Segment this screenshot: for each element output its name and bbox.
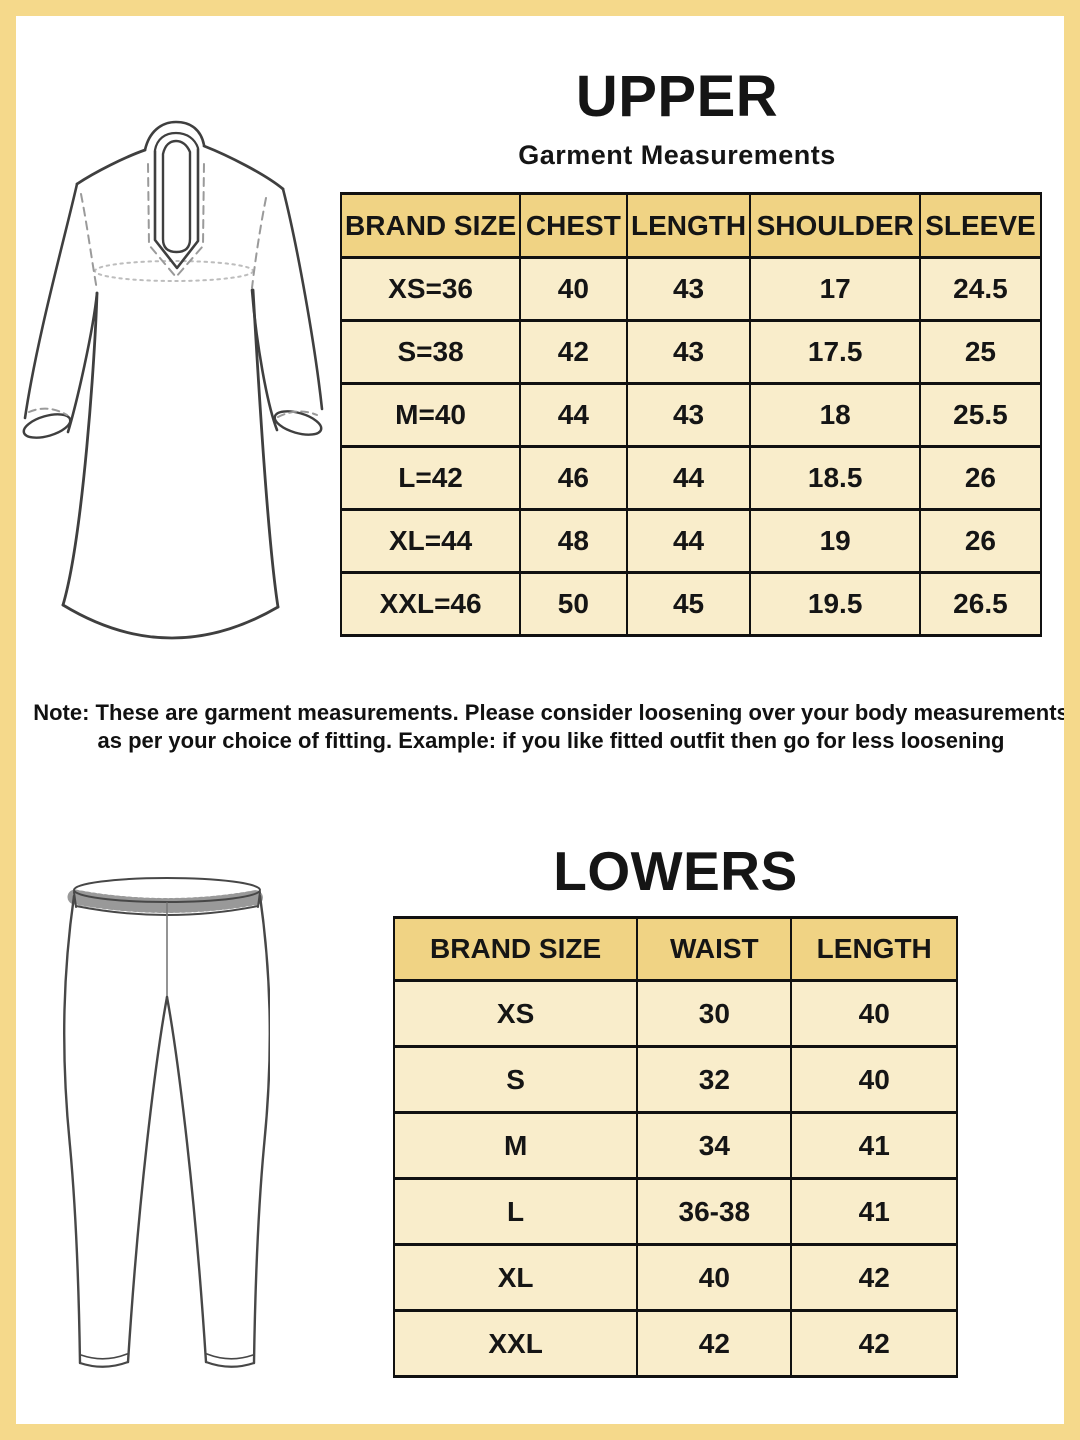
sleeve-cell: 25.5 [920, 384, 1041, 447]
column-header: BRAND SIZE [394, 918, 637, 981]
sleeve-cell: 25 [920, 321, 1041, 384]
length-cell: 41 [791, 1113, 957, 1179]
shoulder-cell: 18.5 [750, 447, 919, 510]
waist-cell: 32 [637, 1047, 791, 1113]
length-cell: 44 [627, 447, 751, 510]
brand-size-cell: S [394, 1047, 637, 1113]
table-row [394, 1047, 957, 1113]
table-row [394, 1113, 957, 1179]
column-header: SLEEVE [920, 194, 1041, 258]
waist-cell: 42 [637, 1311, 791, 1377]
length-cell: 45 [627, 573, 751, 636]
chest-cell: 40 [520, 258, 626, 321]
table-row [341, 510, 1041, 573]
chest-cell: 50 [520, 573, 626, 636]
length-cell: 40 [791, 981, 957, 1047]
column-header: SHOULDER [750, 194, 919, 258]
brand-size-cell: L [394, 1179, 637, 1245]
upper-section-subtitle: Garment Measurements [518, 140, 836, 170]
length-cell: 41 [791, 1179, 957, 1245]
column-header: LENGTH [791, 918, 957, 981]
chest-cell: 44 [520, 384, 626, 447]
kurta-line-drawing-icon [15, 112, 335, 652]
brand-size-cell: S=38 [341, 321, 520, 384]
waist-cell: 30 [637, 981, 791, 1047]
length-cell: 43 [627, 258, 751, 321]
brand-size-cell: XS=36 [341, 258, 520, 321]
column-header: LENGTH [627, 194, 751, 258]
sleeve-cell: 26 [920, 510, 1041, 573]
sleeve-cell: 24.5 [920, 258, 1041, 321]
armhole-dashed-right [252, 198, 266, 288]
brand-size-cell: M [394, 1113, 637, 1179]
shoulder-cell: 19 [750, 510, 919, 573]
chest-cell: 42 [520, 321, 626, 384]
waist-cell: 34 [637, 1113, 791, 1179]
length-cell: 43 [627, 321, 751, 384]
shoulder-cell: 19.5 [750, 573, 919, 636]
table-row [394, 1311, 957, 1377]
table-header-row [394, 918, 957, 981]
waist-cell: 40 [637, 1245, 791, 1311]
brand-size-cell: XXL [394, 1311, 637, 1377]
shoulder-cell: 18 [750, 384, 919, 447]
brand-size-cell: M=40 [341, 384, 520, 447]
shoulder-cell: 17.5 [750, 321, 919, 384]
length-cell: 43 [627, 384, 751, 447]
sleeve-cell: 26 [920, 447, 1041, 510]
pants-line-drawing-icon [50, 866, 270, 1376]
armhole-dashed-left [81, 194, 97, 290]
brand-size-cell: L=42 [341, 447, 520, 510]
brand-size-cell: XS [394, 981, 637, 1047]
note-line-1: Note: These are garment measurements. Please consider loosening over your body measurements [33, 700, 1069, 725]
length-cell: 44 [627, 510, 751, 573]
measurement-note [22, 699, 1080, 755]
table-row [341, 321, 1041, 384]
length-cell: 42 [791, 1311, 957, 1377]
table-row [394, 1245, 957, 1311]
waist-cell: 36-38 [637, 1179, 791, 1245]
length-cell: 40 [791, 1047, 957, 1113]
sleeve-cell: 26.5 [920, 573, 1041, 636]
table-row [341, 258, 1041, 321]
upper-section-title: UPPER [575, 64, 779, 129]
table-header-row [341, 194, 1041, 258]
lowers-size-table [393, 916, 958, 1378]
table-row [341, 384, 1041, 447]
upper-size-table [340, 192, 1042, 637]
column-header: CHEST [520, 194, 626, 258]
chest-cell: 46 [520, 447, 626, 510]
shoulder-cell: 17 [750, 258, 919, 321]
column-header: WAIST [637, 918, 791, 981]
brand-size-cell: XL [394, 1245, 637, 1311]
table-row [394, 981, 957, 1047]
table-row [341, 447, 1041, 510]
brand-size-cell: XXL=46 [341, 573, 520, 636]
lowers-section-title: LOWERS [553, 840, 798, 902]
length-cell: 42 [791, 1245, 957, 1311]
brand-size-cell: XL=44 [341, 510, 520, 573]
chest-cell: 48 [520, 510, 626, 573]
column-header: BRAND SIZE [341, 194, 520, 258]
note-line-2: as per your choice of fitting. Example: if you like fitted outfit then go for less loosening [97, 728, 1005, 753]
yoke-dashed-line [148, 162, 204, 277]
table-row [394, 1179, 957, 1245]
table-row [341, 573, 1041, 636]
